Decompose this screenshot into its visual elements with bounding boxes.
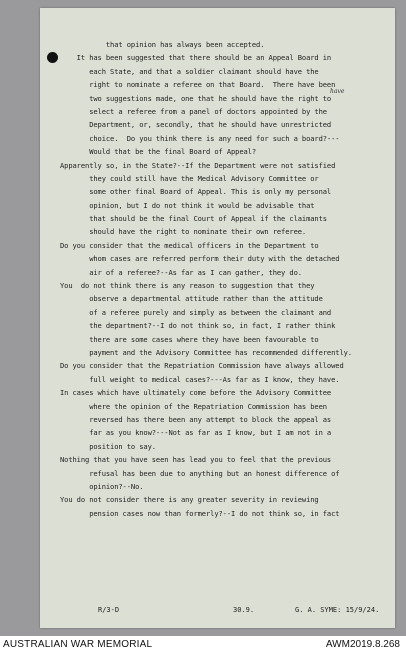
footer-signature: G. A. SYME: 15/9/24. bbox=[295, 606, 380, 614]
document-line: right to nominate a referee on that Board. There have been bbox=[60, 80, 336, 90]
footer-page-number: 30.9. bbox=[233, 606, 255, 614]
document-line: choice. Do you think there is any need for such a board?--- bbox=[60, 133, 340, 143]
handwritten-correction: have bbox=[330, 88, 345, 95]
document-line: Nothing that you have seen has lead you to feel that the previous bbox=[60, 455, 332, 465]
document-line: Department, or, secondly, that he should have unrestricted bbox=[60, 120, 332, 130]
document-line: the department?--I do not think so, in fact, I rather think bbox=[60, 321, 336, 331]
document-line: where the opinion of the Repatriation Commission has been bbox=[60, 401, 327, 411]
caption-accession-number: AWM2019.8.268 bbox=[325, 639, 400, 650]
document-line: payment and the Advisory Committee has recommended differently. bbox=[60, 347, 352, 357]
document-line: Apparently so, in the State?--If the Department were not satisfied bbox=[60, 160, 336, 170]
punch-hole bbox=[47, 52, 58, 63]
document-line: of a referee purely and simply as between the claimant and bbox=[60, 307, 332, 317]
document-line: Would that be the final Board of Appeal? bbox=[60, 147, 257, 157]
document-line: opinion?--No. bbox=[60, 481, 144, 491]
document-body bbox=[60, 38, 390, 520]
document-line: two suggestions made, one that he should have the right to bbox=[60, 93, 332, 103]
document-line: position to say. bbox=[60, 441, 156, 451]
document-line: that should be the final Court of Appeal if the claimants bbox=[60, 214, 327, 224]
document-line: air of a referee?--As far as I can gather, they do. bbox=[60, 267, 302, 277]
document-line: You do not consider there is any greater severity in reviewing bbox=[60, 495, 319, 505]
document-line: refusal has been due to anything but an honest difference of bbox=[60, 468, 340, 478]
document-line: observe a departmental attitude rather than the attitude bbox=[60, 294, 323, 304]
document-line: full weight to medical cases?---As far as I know, they have. bbox=[60, 374, 340, 384]
document-line: Do you consider that the Repatriation Commission have always allowed bbox=[60, 361, 344, 371]
caption-institution: AUSTRALIAN WAR MEMORIAL bbox=[3, 639, 153, 650]
caption-bar bbox=[0, 636, 406, 653]
document-line: some other final Board of Appeal. This is only my personal bbox=[60, 187, 332, 197]
document-line: select a referee from a panel of doctors appointed by the bbox=[60, 106, 327, 116]
document-line: It has been suggested that there should be an Appeal Board in bbox=[60, 53, 332, 63]
document-line: whom cases are referred perform their duty with the detached bbox=[60, 254, 340, 264]
document-line: that opinion has always been accepted. bbox=[60, 40, 265, 49]
footer-reference: R/3-D bbox=[98, 606, 120, 614]
document-line: pension cases now than formerly?--I do not think so, in fact bbox=[60, 508, 340, 518]
document-page bbox=[40, 8, 395, 628]
document-line: Do you consider that the medical officers in the Department to bbox=[60, 240, 319, 250]
document-line: opinion, but I do not think it would be advisable that bbox=[60, 200, 315, 210]
document-line: they could still have the Medical Advisory Committee or bbox=[60, 173, 319, 183]
document-line: should have the right to nominate their own referee. bbox=[60, 227, 307, 237]
document-line: reversed has there been any attempt to block the appeal as bbox=[60, 414, 332, 424]
document-line: there are some cases where they have been favourable to bbox=[60, 334, 319, 344]
document-line: each State, and that a soldier claimant should have the bbox=[60, 66, 319, 76]
document-line: You do not think there is any reason to suggestion that they bbox=[60, 281, 315, 291]
document-line: far as you know?---Not as far as I know, but I am not in a bbox=[60, 428, 332, 438]
document-line: In cases which have ultimately come before the Advisory Committee bbox=[60, 388, 332, 398]
